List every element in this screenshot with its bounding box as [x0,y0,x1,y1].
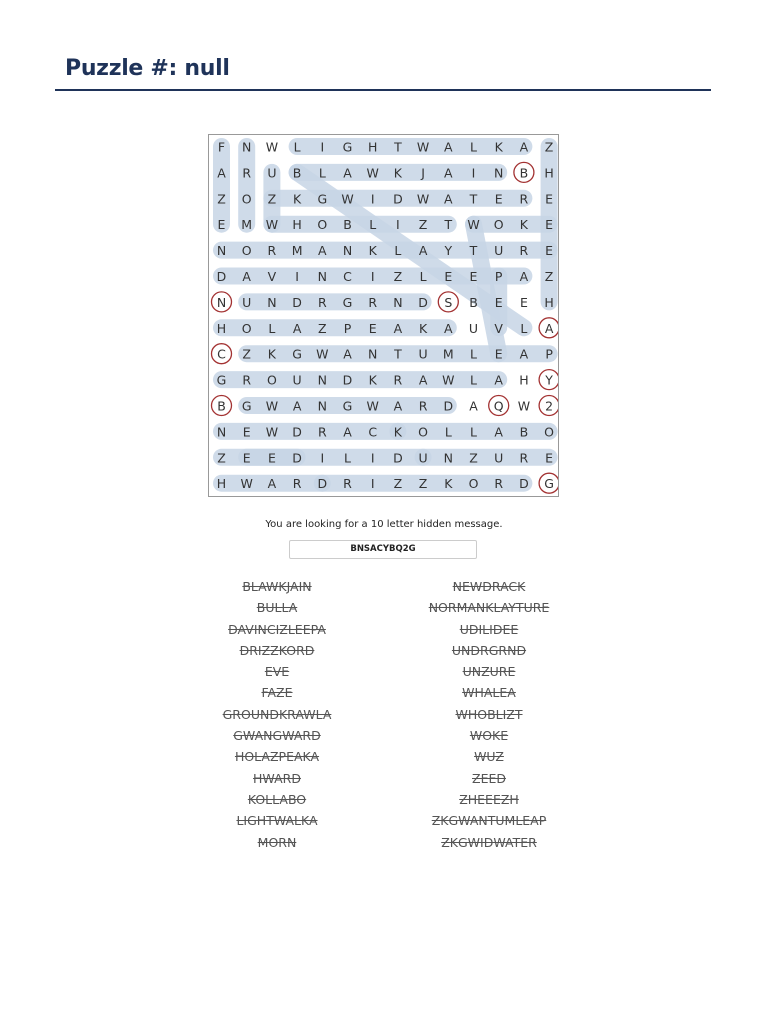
grid-letter[interactable]: N [216,243,227,259]
grid-letter[interactable]: W [416,191,430,207]
grid-letter[interactable]: W [366,398,379,414]
grid-letter[interactable]: Z [418,217,428,233]
grid-letter[interactable]: A [393,320,403,336]
grid-letter[interactable]: U [494,450,504,466]
grid-letter[interactable]: A [242,269,251,284]
grid-letter[interactable]: V [494,320,503,336]
word-list-item: WHOBLIZT [455,706,523,722]
word-list-item: EVE [264,664,290,680]
grid-letter[interactable]: W [416,139,430,155]
grid-letter[interactable]: A [418,243,428,259]
grid-letter[interactable]: T [444,217,453,233]
title-divider [55,89,711,91]
grid-letter[interactable]: N [443,450,453,466]
grid-letter[interactable]: C [217,346,226,362]
grid-letter[interactable]: G [241,398,252,414]
grid-letter[interactable]: D [443,398,454,414]
grid-letter[interactable]: O [241,320,252,336]
grid-letter[interactable]: S [444,294,453,310]
grid-letter[interactable]: L [394,243,402,259]
grid-letter[interactable]: K [368,243,377,259]
grid-letter[interactable]: R [317,424,327,440]
grid-letter[interactable]: Z [267,191,277,207]
grid-letter[interactable]: W [442,372,455,388]
grid-letter[interactable]: R [317,294,327,310]
grid-letter[interactable]: Y [444,243,453,259]
word-list-item: NORMANKLAYTURE [428,600,550,616]
word-list-item: ZEED [472,770,506,786]
grid-letter[interactable]: E [368,320,377,336]
grid-letter[interactable]: G [216,372,227,388]
grid-letter[interactable]: E [494,346,503,362]
grid-letter[interactable]: E [494,294,503,310]
grid-letter[interactable]: N [216,424,227,440]
grid-letter[interactable]: L [344,450,351,466]
grid-letter[interactable]: A [444,320,453,336]
grid-letter[interactable]: A [418,372,428,388]
grid-letter[interactable]: K [292,191,302,207]
grid-letter[interactable]: L [318,165,326,181]
grid-letter[interactable]: D [292,450,302,466]
grid-letter[interactable]: W [467,217,480,233]
grid-letter[interactable]: G [544,476,554,492]
grid-letter[interactable]: R [519,450,529,466]
grid-letter[interactable]: H [216,320,227,336]
word-list-item: WHALEA [462,685,516,701]
word-list-item: FAZE [261,685,293,701]
grid-letter[interactable]: A [544,320,554,336]
grid-letter[interactable]: W [265,217,279,233]
grid-letter[interactable]: P [545,346,553,362]
grid-letter[interactable]: W [240,476,253,492]
grid-letter[interactable]: E [519,294,528,310]
grid-letter[interactable]: R [242,165,252,181]
grid-letter[interactable]: W [265,398,279,414]
grid-letter[interactable]: N [393,294,403,310]
grid-letter[interactable]: Z [544,139,554,155]
grid-letter[interactable]: U [494,243,504,259]
grid-letter[interactable]: A [519,346,529,362]
grid-letter[interactable]: E [545,191,554,207]
word-list-right [389,576,589,853]
word-list-item: ZHEEEZH [459,791,519,807]
grid-letter[interactable]: U [418,346,428,362]
word-list-item: HOLAZPEAKA [234,749,320,765]
grid-letter[interactable]: U [292,372,302,388]
grid-letter[interactable]: N [267,294,277,310]
grid-letter[interactable]: Z [393,269,403,284]
word-list-item: KOLLABO [247,791,307,807]
grid-letter[interactable]: L [369,217,377,233]
grid-letter[interactable]: R [343,476,352,492]
grid-letter[interactable]: A [343,424,352,440]
grid-letter[interactable]: A [444,191,453,207]
grid-letter[interactable]: K [519,217,529,233]
grid-letter[interactable]: V [267,269,277,284]
grid-letter[interactable]: R [519,191,529,207]
grid-letter[interactable]: A [217,165,226,181]
grid-letter[interactable]: W [341,191,354,207]
grid-letter[interactable]: I [370,476,375,492]
grid-letter[interactable]: O [418,424,429,440]
grid-letter[interactable]: A [267,476,277,492]
grid-letter[interactable]: O [317,217,328,233]
grid-letter[interactable]: I [295,269,299,284]
grid-letter[interactable]: L [470,346,477,362]
grid-letter[interactable]: A [343,346,352,362]
word-list-left [177,576,377,853]
grid-letter[interactable]: K [368,372,377,388]
grid-letter[interactable]: Z [242,346,251,362]
grid-letter[interactable]: A [494,372,503,388]
grid-letter[interactable]: R [292,476,302,492]
word-list-item: GROUNDKRAWLA [222,706,332,722]
grid-letter[interactable]: L [520,320,528,336]
grid-letter[interactable]: R [418,398,428,414]
grid-letter[interactable]: A [444,139,453,155]
grid-letter[interactable]: Z [418,476,428,492]
grid-letter[interactable]: Z [544,269,554,284]
grid-letter[interactable]: E [494,191,503,207]
grid-letter[interactable]: I [471,165,476,181]
grid-letter[interactable]: G [342,139,353,155]
grid-letter[interactable]: B [217,398,226,414]
grid-letter[interactable]: Z [393,476,403,492]
grid-letter[interactable]: G [342,294,353,310]
word-list-item: DRIZZKORD [239,642,315,658]
grid-letter[interactable]: M [442,346,454,362]
grid-letter[interactable]: E [217,217,226,233]
word-list-item: UNDRGRND [451,642,527,658]
word-list-item: MORN [257,834,297,850]
grid-letter[interactable]: 2 [545,398,554,414]
grid-letter[interactable]: Z [217,191,226,207]
grid-letter[interactable]: E [444,269,453,284]
grid-letter[interactable]: L [470,139,477,155]
grid-letter[interactable]: N [317,372,327,388]
grid-letter[interactable]: A [343,165,352,181]
grid-letter[interactable]: K [418,320,428,336]
grid-letter[interactable]: L [293,139,301,155]
grid-letter[interactable]: I [370,191,375,207]
grid-letter[interactable]: A [444,165,453,181]
word-search-board[interactable] [209,135,558,496]
word-list-item: UNZURE [462,664,516,680]
grid-letter[interactable]: A [393,398,403,414]
word-list-item: UDILIDEE [459,621,519,637]
grid-letter[interactable]: L [470,424,477,440]
word-list-item: WUZ [474,749,504,765]
grid-letter[interactable]: G [342,398,353,414]
grid-letter[interactable]: O [493,217,504,233]
grid-letter[interactable]: H [216,476,227,492]
grid-letter[interactable]: L [268,320,276,336]
grid-letter[interactable]: B [292,165,302,181]
grid-letter[interactable]: R [242,372,252,388]
grid-letter[interactable]: K [267,346,277,362]
grid-letter[interactable]: B [343,217,352,233]
grid-letter[interactable]: B [469,294,478,310]
grid-letter[interactable]: Q [493,398,504,414]
word-list-item: WOKE [469,728,509,744]
grid-letter[interactable]: E [242,450,251,466]
grid-letter[interactable]: Z [217,450,226,466]
grid-letter[interactable]: C [368,424,378,440]
word-list-item: BULLA [256,600,298,616]
grid-letter[interactable]: N [342,243,353,259]
grid-letter[interactable]: G [317,191,328,207]
grid-letter[interactable]: D [292,294,302,310]
grid-letter[interactable]: D [292,424,302,440]
grid-letter[interactable]: G [292,346,302,362]
grid-letter[interactable]: I [396,217,400,233]
grid-letter[interactable]: T [469,191,478,207]
grid-letter[interactable]: D [393,191,403,207]
grid-letter[interactable]: Z [318,320,327,336]
grid-letter[interactable]: W [316,346,329,362]
grid-letter[interactable]: A [519,269,529,284]
word-list-item: BLAWKJAIN [242,579,312,594]
grid-letter[interactable]: U [267,165,277,181]
grid-letter[interactable]: D [317,476,328,492]
grid-letter[interactable]: I [370,450,375,466]
grid-letter[interactable]: U [418,450,428,466]
grid-letter[interactable]: E [267,450,276,466]
grid-letter[interactable]: Y [545,372,553,388]
grid-letter[interactable]: W [265,424,279,440]
grid-letter[interactable]: H [544,294,554,310]
grid-letter[interactable]: K [393,424,403,440]
grid-letter[interactable]: U [242,294,252,310]
grid-letter[interactable]: F [217,139,226,155]
grid-letter[interactable]: N [317,269,327,284]
grid-letter[interactable]: O [266,372,277,388]
grid-letter[interactable]: R [368,294,378,310]
grid-letter[interactable]: Z [469,450,478,466]
grid-letter[interactable]: R [267,243,277,259]
grid-letter[interactable]: E [545,243,554,259]
grid-letter[interactable]: R [519,243,529,259]
grid-letter[interactable]: B [519,165,529,181]
grid-letter[interactable]: J [421,165,425,181]
hidden-message-box[interactable]: BNSACYBQ2G [289,540,477,559]
page-title: Puzzle #: null [65,56,230,81]
grid-letter[interactable]: R [393,372,403,388]
grid-letter[interactable]: N [242,139,252,155]
word-list-item: ZKGWIDWATER [441,834,537,850]
grid-letter[interactable]: B [519,424,529,440]
word-list-item: LIGHTWALKA [236,813,318,829]
grid-letter[interactable]: A [292,398,302,414]
grid-letter[interactable]: I [320,450,325,466]
grid-letter[interactable]: D [216,269,227,284]
grid-letter[interactable]: O [544,424,555,440]
grid-letter[interactable]: K [494,139,503,155]
grid-letter[interactable]: W [366,165,379,181]
grid-letter[interactable]: T [469,243,478,259]
grid-letter[interactable]: A [292,320,302,336]
grid-letter[interactable]: T [394,346,402,362]
word-list-item: GWANGWARD [233,728,321,744]
grid-letter[interactable]: L [419,269,427,284]
grid-letter[interactable]: A [494,424,503,440]
grid-letter[interactable]: D [519,476,529,492]
grid-letter[interactable]: O [468,476,479,492]
grid-letter[interactable]: T [394,139,402,155]
grid-letter[interactable]: D [342,372,353,388]
grid-letter[interactable]: A [519,139,529,155]
grid-letter[interactable]: N [216,294,227,310]
grid-letter[interactable]: H [544,165,554,181]
grid-letter[interactable]: H [367,139,378,155]
grid-letter[interactable]: E [469,269,478,284]
word-list-item: NEWDRACK [452,579,526,594]
grid-letter[interactable]: K [444,476,453,492]
grid-letter[interactable]: H [292,217,302,233]
grid-letter[interactable]: O [241,243,252,259]
grid-letter[interactable]: E [242,424,251,440]
grid-letter[interactable]: E [545,217,554,233]
grid-letter[interactable]: U [468,320,479,336]
grid-letter[interactable]: N [368,346,378,362]
grid-letter[interactable]: R [494,476,504,492]
grid-letter[interactable]: I [320,139,325,155]
word-list-item: ZKGWANTUMLEAP [431,813,547,829]
grid-letter[interactable]: W [517,398,531,414]
grid-letter[interactable]: L [470,372,477,388]
grid-letter[interactable]: D [393,450,403,466]
grid-letter[interactable]: I [370,269,375,284]
word-list-item: DAVINCIZLEEPA [228,621,326,637]
grid-letter[interactable]: P [494,269,503,284]
grid-letter[interactable]: L [444,424,452,440]
grid-letter[interactable]: O [241,191,252,207]
grid-letter[interactable]: M [291,243,303,259]
grid-letter[interactable]: N [317,398,327,414]
grid-letter[interactable]: N [494,165,504,181]
grid-letter[interactable]: C [343,269,352,284]
grid-letter[interactable]: K [393,165,403,181]
grid-letter[interactable]: A [318,243,327,259]
grid-letter[interactable]: P [343,320,352,336]
instruction-text: You are looking for a 10 letter hidden message. [265,519,503,530]
word-search-grid[interactable] [208,134,559,497]
grid-letter[interactable]: H [519,372,529,388]
grid-letter[interactable]: E [545,450,554,466]
grid-letter[interactable]: D [418,294,428,310]
grid-letter[interactable]: A [469,398,478,414]
grid-letter[interactable]: W [265,139,279,155]
word-list-item: HWARD [253,770,301,786]
grid-letter[interactable]: M [241,217,253,233]
